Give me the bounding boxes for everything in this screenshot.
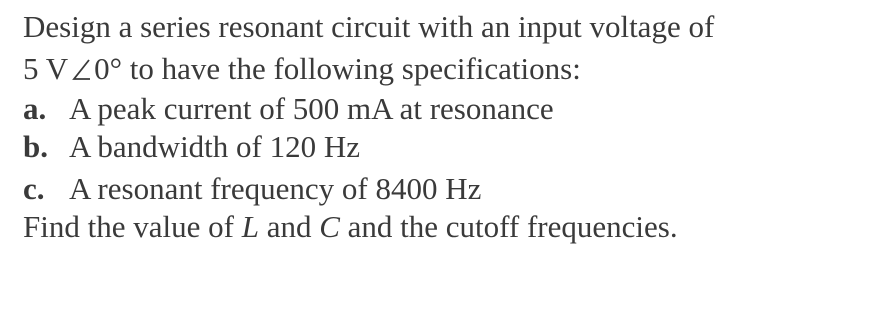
spec-label-b: b. [23,129,48,164]
spec-text-a: A peak current of 500 mA at resonance [69,91,554,126]
closing-part-1: Find the value of [23,209,242,244]
spec-item-a [23,90,883,128]
variable-C: C [319,209,340,244]
spec-item-c [23,170,883,208]
closing-part-3: and the cutoff frequencies. [339,209,678,244]
voltage-magnitude: 5 V [23,51,69,86]
intro-line-2 [23,48,883,90]
spec-label-c: c. [23,171,45,206]
intro-line-1: Design a series resonant circuit with an input voltage of [23,9,715,44]
angle-icon [72,59,91,81]
variable-L: L [241,209,259,244]
closing-line [23,208,883,246]
voltage-phase-text: 0° to have the following specifications: [94,51,581,86]
spec-text-b: A bandwidth of 120 Hz [69,129,361,164]
closing-part-2: and [258,209,320,244]
spec-label-a: a. [23,91,47,126]
spec-item-b [23,128,883,166]
problem-statement [23,6,883,246]
spec-text-c: A resonant frequency of 8400 Hz [69,171,482,206]
